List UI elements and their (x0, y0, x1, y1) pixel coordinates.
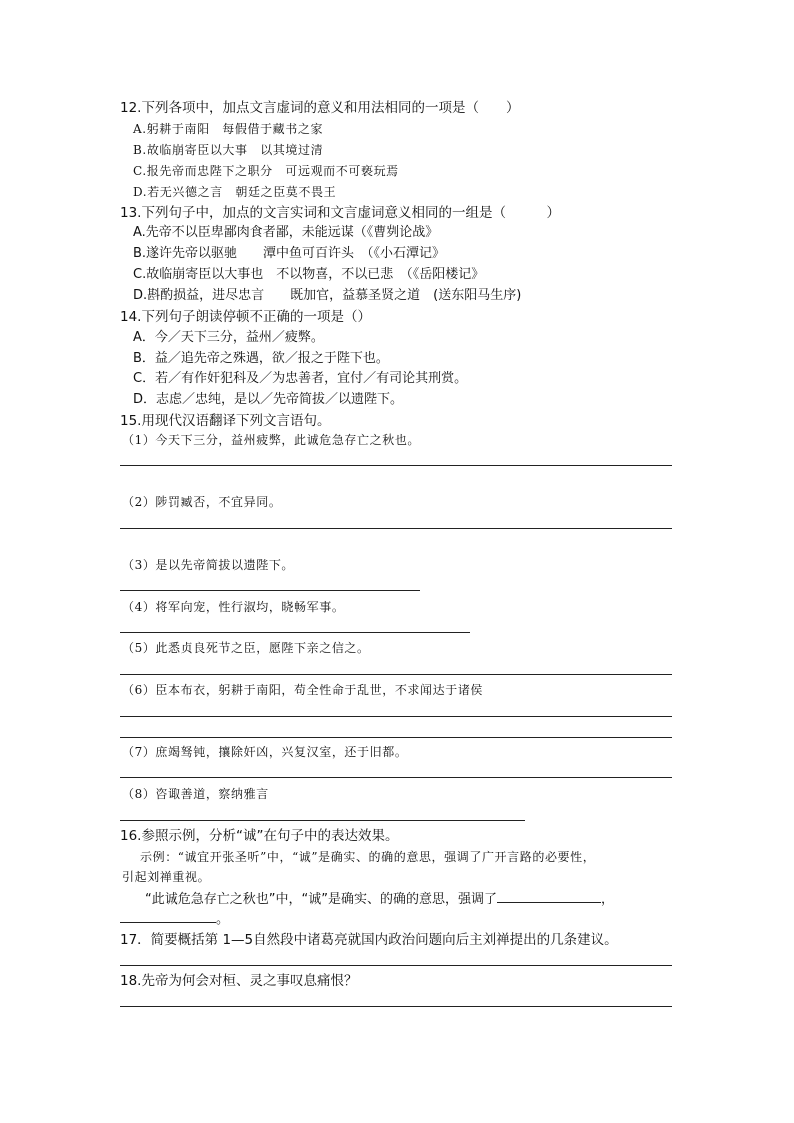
q13-option-b: B.遂许先帝以驱驰 潭中鱼可百许头 （《小石潭记》 (133, 246, 446, 261)
q16-prompt-end: 。 (216, 912, 230, 927)
q18-stem: 18.先帝为何会对桓、灵之事叹息痛恨？ (120, 973, 358, 989)
answer-line[interactable] (120, 465, 672, 466)
q13-option-d: D.斟酌损益，进尽忠言 既加官，益慕圣贤之道 (送东阳马生序) (133, 288, 522, 303)
q16-prompt-comma: ， (600, 892, 614, 907)
answer-line[interactable] (120, 716, 672, 717)
q14-stem: 14.下列句子朗读停顿不正确的一项是（） (120, 309, 371, 325)
answer-line[interactable] (120, 965, 672, 966)
answer-line[interactable] (120, 674, 672, 675)
q14-option-c: C．若／有作奸犯科及／为忠善者，宜付／有司论其刑赏。 (133, 371, 468, 386)
q15-item-7: （7）庶竭驽钝，攘除奸凶，兴复汉室，还于旧都。 (122, 745, 408, 759)
answer-line[interactable] (120, 590, 420, 591)
q16-example-line2: 引起刘禅重视。 (122, 870, 211, 884)
q15-item-8: （8）咨诹善道，察纳雅言 (122, 787, 269, 801)
q13-option-c: C.故临崩寄臣以大事也 不以物喜，不以已悲 （《岳阳楼记》 (133, 267, 485, 282)
q16-prompt-line (145, 890, 614, 909)
q14-option-b: B．益／追先帝之殊遇，欲／报之于陛下也。 (133, 351, 389, 366)
q15-item-4: （4）将军向宠，性行淑均，晓畅军事。 (122, 600, 345, 614)
q15-item-1: （1）今天下三分，益州疲弊，此诚危急存亡之秋也。 (122, 433, 421, 447)
answer-line[interactable] (120, 737, 672, 738)
answer-line[interactable] (120, 777, 672, 778)
q16-blank-2[interactable] (120, 910, 216, 923)
q15-stem: 15.用现代汉语翻译下列文言语句。 (120, 413, 331, 429)
q16-blank-1[interactable] (497, 890, 601, 903)
q15-item-5: （5）此悉贞良死节之臣，愿陛下亲之信之。 (122, 641, 370, 655)
answer-line[interactable] (120, 820, 525, 821)
q13-option-a: A.先帝不以臣卑鄙肉食者鄙，未能远谋（《曹刿论战》 (133, 225, 439, 240)
q17-stem: 17．简要概括第 1—5自然段中诸葛亮就国内政治问题向后主刘禅提出的几条建议。 (120, 932, 618, 948)
q12-stem: 12.下列各项中，加点文言虚词的意义和用法相同的一项是（ ） (120, 100, 520, 116)
q16-stem: 16.参照示例，分析“诚”在句子中的表达效果。 (120, 828, 399, 844)
q16-prompt-text: “此诚危急存亡之秋也”中，“诚”是确实、的确的意思，强调了 (145, 892, 497, 907)
q12-option-a: A.躬耕于南阳 每假借于藏书之家 (133, 122, 324, 136)
q12-option-c: C.报先帝而忠陛下之职分 可远观而不可亵玩焉 (133, 164, 399, 178)
q15-item-6: （6）臣本布衣，躬耕于南阳，苟全性命于乱世，不求闻达于诸侯 (122, 683, 484, 697)
q15-item-3: （3）是以先帝简拔以遗陛下。 (122, 558, 295, 572)
q12-option-d: D.若无兴德之言 朝廷之臣莫不畏王 (133, 185, 337, 199)
answer-line[interactable] (120, 1006, 672, 1007)
q13-stem: 13.下列句子中，加点的文言实词和文言虚词意义相同的一组是（ ） (120, 205, 560, 221)
answer-line[interactable] (120, 528, 672, 529)
q14-option-d: D．志虑／忠纯，是以／先帝简拔／以遗陛下。 (133, 392, 404, 407)
q16-example-line1: 示例：“诚宜开张圣听”中，“诚”是确实、的确的意思，强调了广开言路的必要性， (140, 850, 596, 864)
q16-prompt-line-2 (120, 910, 229, 929)
q15-item-2: （2）陟罚臧否，不宜异同。 (122, 495, 282, 509)
q14-option-a: A．今／天下三分，益州／疲弊。 (133, 330, 324, 345)
q12-option-b: B.故临崩寄臣以大事 以其境过清 (133, 143, 324, 157)
answer-line[interactable] (120, 632, 470, 633)
